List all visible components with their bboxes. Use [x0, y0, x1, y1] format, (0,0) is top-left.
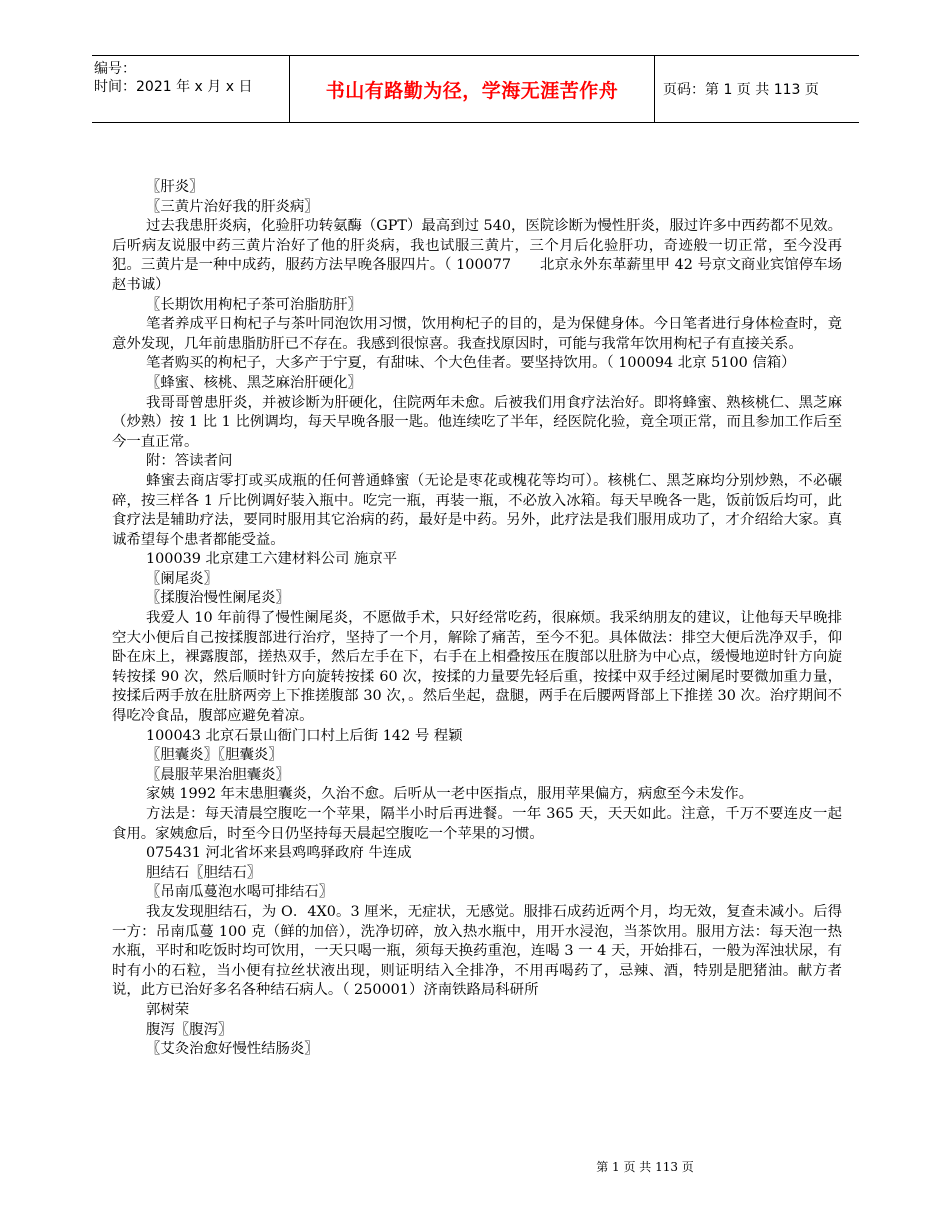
body-paragraph: 附：答读者问 [146, 453, 233, 470]
author-line: 郭树荣 [146, 1001, 190, 1018]
header-meta [92, 56, 289, 122]
body-paragraph: 家姨 1992 年末患胆囊炎，久治不愈。后听从一老中医指点，服用苹果偏方，病愈至今未发作。 [146, 786, 754, 803]
document-date-label: 时间：2021 年 x 月 x 日 [94, 79, 253, 95]
body-paragraph: 笔者购买的枸杞子，大多产于宁夏，有甜味、个大色佳者。要坚持饮用。（ 100094 北京 5100 信箱） [146, 355, 796, 372]
section-heading: 胆结石〖胆结石〗 [146, 864, 262, 881]
header-page-number: 页码：第 1 页 共 113 页 [663, 82, 819, 98]
body-paragraph: 我哥哥曾患肝炎，并被诊断为肝硬化，住院两年未愈。后被我们用食疗法治好。即将蜂蜜、熟核桃仁、黑芝麻（炒熟）按 1 比 1 比例调均，每天早晚各服一匙。他连续吃了半年，经医院化验，竟全项正常，而且参加工作后至今一直正常。 [112, 394, 842, 450]
article-title: 〖蜂蜜、核桃、黑芝麻治肝硬化〗 [146, 374, 362, 391]
page-footer: 第 1 页 共 113 页 [596, 1160, 694, 1174]
body-paragraph: 过去我患肝炎病，化验肝功转氨酶（GPT）最高到过 540，医院诊断为慢性肝炎，服过许多中西药都不见效。后听病友说服中药三黄片治好了他的肝炎病，我也试服三黄片，三个月后化验肝功，奇迹般一切正常，至今没再犯。三黄片是一种中成药，服药方法早晚各服四片。（ 100077 北京永外东革薪里甲 42 号京文商业宾馆停车场 赵书诚） [112, 218, 843, 293]
article-title: 〖晨服苹果治胆囊炎〗 [146, 766, 290, 783]
body-paragraph: 蜂蜜去商店零打或买成瓶的任何普通蜂蜜（无论是枣花或槐花等均可）。核桃仁、黑芝麻均分别炒熟，不必碾碎，按三样各 1 斤比例调好装入瓶中。吃完一瓶，再装一瓶，不必放入冰箱。每天早晚各一匙，饭前饭后均可，此食疗法是辅助疗法，要同时服用其它治病的药，最好是中药。另外，此疗法是我们服用成功了，才介绍给大家。真诚希望每个患者都能受益。 [112, 472, 842, 548]
section-heading: 腹泻〖腹泻〗 [146, 1021, 233, 1038]
author-line: 100039 北京建工六建材料公司 施京平 [146, 551, 398, 568]
article-title: 〖三黄片治好我的肝炎病〗 [146, 198, 319, 215]
document-number-label: 编号： [94, 61, 136, 77]
author-line: 100043 北京石景山衙门口村上后街 142 号 程颖 [146, 727, 463, 744]
header-motto: 书山有路勤为径，学海无涯苦作舟 [289, 56, 655, 122]
article-title: 〖长期饮用枸杞子茶可治脂肪肝〗 [146, 296, 362, 313]
body-paragraph: 我友发现胆结石，为 O．4X0。3 厘米，无症状，无感觉。服排石成药近两个月，均无效，复查未减小。后得一方：吊南瓜蔓 100 克（鲜的加倍），洗净切碎，放入热水瓶中，用开水浸泡，当茶饮用。服用方法：每天泡一热水瓶，平时和吃饭时均可饮用，一天只喝一瓶，须每天换药重泡，连喝 3 一 4 天，开始排石，一般为浑浊状尿，有时有小的石粒，当小便有拉丝状液出现，则证明结入全排净，不用再喝药了，忌辣、酒，特别是肥猪油。献方者说，此方已治好多名各种结石病人。（ 250001）济南铁路局科研所 [112, 903, 842, 999]
body-paragraph: 方法是：每天清晨空腹吃一个苹果，隔半小时后再进餐。一年 365 天，天天如此。注意，千万不要连皮一起食用。家姨愈后，时至今日仍坚持每天晨起空腹吃一个苹果的习惯。 [112, 806, 842, 842]
section-heading: 〖阑尾炎〗 [146, 570, 218, 587]
article-title: 〖艾灸治愈好慢性结肠炎〗 [146, 1041, 319, 1058]
page-header [92, 55, 859, 123]
body-paragraph: 笔者养成平日枸杞子与茶叶同泡饮用习惯，饮用枸杞子的目的，是为保健身体。今日笔者进行身体检查时，竟意外发现，几年前患脂肪肝已不存在。我感到很惊喜。我查找原因时，可能与我常年饮用枸杞子有直接关系。 [112, 316, 842, 352]
article-title: 〖吊南瓜蔓泡水喝可排结石〗 [146, 884, 334, 901]
section-heading: 〖胆囊炎〗〖胆囊炎〗 [146, 747, 283, 764]
author-line: 075431 河北省坏来县鸡鸣驿政府 牛连成 [146, 845, 412, 862]
body-paragraph: 我爱人 10 年前得了慢性阑尾炎，不愿做手术，只好经常吃药，很麻烦。我采纳朋友的建议，让他每天早晚排空大小便后自己按揉腹部进行治疗，坚持了一个月，解除了痛苦，至今不犯。具体做法：排空大便后洗净双手，仰卧在床上，裸露腹部，搓热双手，然后左手在下，右手在上相叠按压在腹部以肚脐为中心点，缓慢地逆时针方向旋转按揉 90 次，然后顺时针方向旋转按揉 60 次，按揉的力量要先轻后重，按揉中双手经过阑尾时要微加重力量，按揉后两手放在肚脐两旁上下推搓腹部 30 次，。然后坐起，盘腿，两手在后腰两肾部上下推搓 30 次。治疗期间不得吃冷食品，腹部应避免着凉。 [112, 610, 842, 725]
document-body [112, 178, 842, 1060]
section-heading: 〖肝炎〗 [146, 179, 204, 195]
article-title: 〖揉腹治慢性阑尾炎〗 [146, 590, 290, 607]
